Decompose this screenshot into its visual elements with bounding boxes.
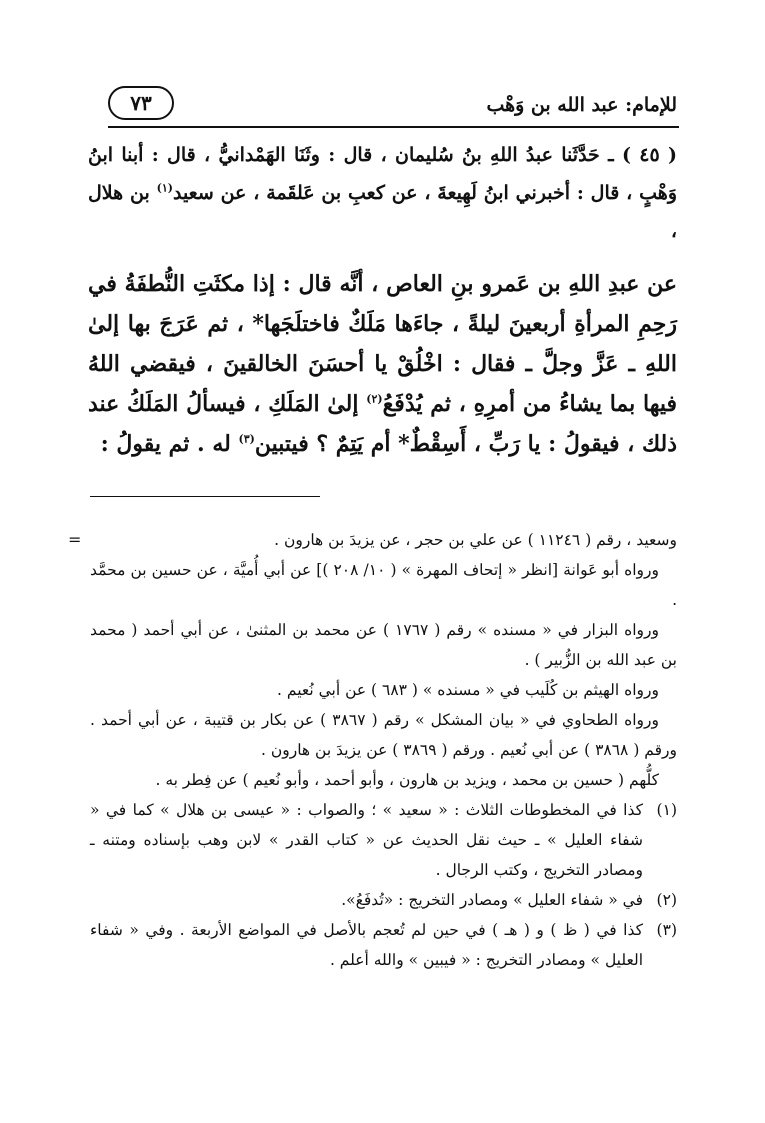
footnote-separator	[90, 496, 320, 497]
chain-line-1: ( ٤٥ ) ـ حَدَّثَنا عبدُ اللهِ بنُ سُليمان ، قال : وثَنَا الهَمْدانيُّ ، قال : أبنا	[121, 144, 677, 166]
footnote-text: في « شفاء العليل » ومصادر التخريج : «تُدفَعُ».	[341, 891, 643, 909]
footnote-number: (٣)	[656, 921, 677, 939]
footnote-3	[90, 915, 677, 975]
footnote-text: كذا في ( ظ ) و ( هـ ) في حين لم تُعجم بالأصل في المواضع الأربعة . وفي « شفاء العليل » ومصادر التخريج : « فيبين » والله أعلم .	[90, 921, 643, 969]
footnotes-section	[68, 525, 677, 975]
header-rule	[108, 126, 679, 128]
footnote-ref-1: (١)	[156, 181, 173, 195]
footnote-ref-2: (٢)	[366, 392, 383, 406]
note-line: ورواه أبو عَوانة [انظر « إتحاف المهرة » ( ١٠/ ٢٠٨ )] عن أبي أُميَّة ، عن حسين بن محمَّد .	[90, 561, 677, 609]
note-line: ورواه الهيثم بن كُلَيب في « مسنده » ( ٦٨٣ ) عن أبي نُعيم .	[277, 681, 659, 699]
running-title: للإمام: عبد الله بن وَهْب	[486, 94, 677, 116]
continuation-mark: =	[68, 530, 82, 549]
note-line: كلُّهم ( حسين بن محمد ، ويزيد بن هارون ، وأبو أحمد ، وأبو نُعيم ) عن فِطر به .	[155, 771, 659, 789]
page-header	[108, 86, 677, 126]
matn-part-2: إلىٰ المَلَكِ ، فيسألُ المَلَكُ عند ذلك ، فيقولُ : يا رَبِّ ، أَسِقْطٌ* أم يَتِمٌ ؟ فيتبين	[88, 391, 677, 457]
note-line: ورواه الطحاوي في « بيان المشكل » رقم ( ٣٨٦٧ ) عن بكار بن قتيبة ، عن أبي أحمد . ورقم ( ٣٨٦٨ ) عن أبي نُعيم . ورقم ( ٣٨٦٩ ) عن يزيدَ بن هارون .	[90, 711, 677, 759]
footnote-ref-3: (٣)	[238, 432, 255, 446]
chain-tail: بن	[130, 182, 157, 204]
footnote-text: كذا في المخطوطات الثلاث : « سعيد » ؛ والصواب : « عيسى بن هلال » كما في « شفاء العليل » ـ حيث نقل الحديث عن « كتاب القدر » لابن وهب بإسناده ومتنه ـ ومصادر التخريج ، وكتب الرجال .	[90, 801, 643, 879]
note-line: وسعيد ، رقم ( ١١٢٤٦ ) عن علي بن حجر ، عن يزيدَ بن هارون .	[274, 531, 677, 549]
main-text	[88, 136, 677, 464]
chain-line-3: هلال ،	[88, 182, 677, 242]
matn-part-1: عن عبدِ اللهِ بن عَمرو بنِ العاص ، أنَّه قال : إذا مكثَتِ النُّطفَةُ في رَحِمِ المرأةِ أربعينَ ليلةً ، جاءَها مَلَكٌ فاختلَجَها* ، ثم عَرَجَ بها إلىٰ اللهِ ـ عَزَّ وجلَّ ـ فقال : اخْلُقْ يا أحسَنَ الخالقينَ ، فيقضي اللهُ فيها بما يشاءُ من أمرِهِ ، ثم يُدْفَعُ	[88, 271, 678, 417]
footnote-number: (١)	[656, 801, 677, 819]
matn-paragraph	[88, 264, 677, 464]
isnad-paragraph	[88, 136, 677, 250]
page-number: ٧٣	[108, 86, 174, 120]
footnote-number: (٢)	[656, 891, 677, 909]
footnote-2	[90, 885, 677, 915]
footnote-1	[90, 795, 677, 885]
chain-line-2: ابنُ وَهْبٍ ، قال : أخبرني ابنُ لَهِيعةَ ، عن كعبِ بن عَلقَمة ، عن سعيد	[88, 144, 677, 204]
matn-part-3: له . ثم يقولُ :	[100, 431, 239, 457]
note-line: ورواه البزار في « مسنده » رقم ( ١٧٦٧ ) عن محمد بن المثنىٰ ، عن أبي أحمد ( محمد بن عبد الله بن الزُّبير ) .	[90, 621, 677, 669]
